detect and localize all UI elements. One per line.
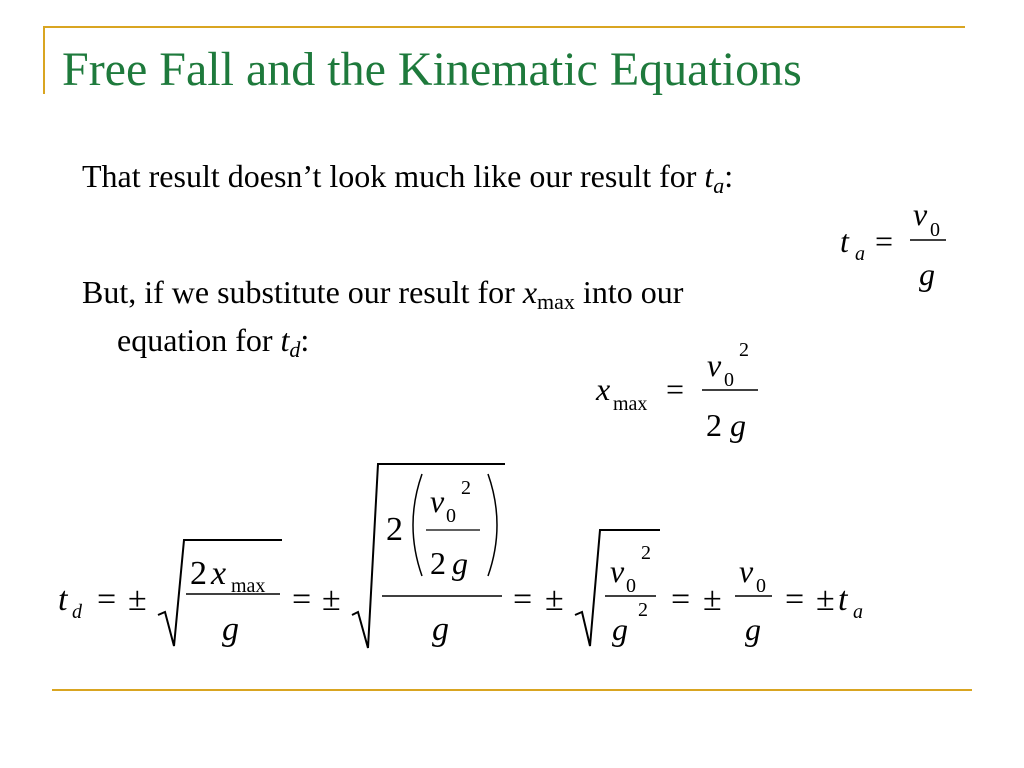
- xmax-num-sub: 0: [724, 369, 734, 391]
- xmax-equals: =: [666, 371, 685, 407]
- text-line-1-end: :: [724, 158, 734, 194]
- equation-ta: [840, 196, 946, 292]
- td-pm-1: ±: [128, 581, 147, 618]
- sqrt3-num-sub: 0: [626, 575, 636, 597]
- text-line-2-var: x: [522, 274, 538, 310]
- text-line-1-body: That result doesn’t look much like our result for: [82, 158, 705, 194]
- ta-lhs: t: [840, 223, 849, 259]
- text-line-3-body: equation for: [117, 322, 281, 358]
- frac4-num: v: [739, 553, 754, 589]
- frac4-num-sub: 0: [756, 575, 766, 597]
- text-line-3-end: :: [300, 322, 310, 358]
- td-lhs: t: [58, 581, 68, 618]
- td-pm-5: ±: [816, 581, 835, 618]
- text-line-2-tail: into our: [574, 274, 684, 310]
- td-equals-3: =: [513, 581, 533, 618]
- xmax-den: g: [730, 407, 746, 443]
- sqrt3-den: g: [612, 611, 628, 647]
- sqrt2-inner-den-coef: 2: [430, 545, 446, 581]
- td-rhs: t: [838, 581, 848, 618]
- xmax-num-sup: 2: [739, 339, 749, 361]
- equation-xmax: [595, 339, 758, 443]
- td-equals-1: =: [97, 581, 117, 618]
- td-rhs-sub: a: [853, 601, 863, 623]
- sqrt2-right-paren: [488, 474, 497, 576]
- footer-rule: [52, 689, 972, 691]
- sqrt1-den: g: [222, 611, 239, 648]
- sqrt2-left-paren: [413, 474, 422, 576]
- text-line-1-sub: a: [713, 173, 725, 198]
- sqrt1-num-sub: max: [231, 575, 266, 597]
- ta-num: v: [913, 196, 928, 232]
- sqrt1-num-coef: 2: [190, 555, 207, 592]
- td-equals-4: =: [671, 581, 691, 618]
- ta-equals: =: [875, 223, 894, 259]
- td-equals-2: =: [292, 581, 312, 618]
- sqrt2-coef: 2: [386, 511, 403, 548]
- slide-title: Free Fall and the Kinematic Equations: [62, 43, 802, 96]
- sqrt2-inner-num: v: [430, 483, 445, 519]
- td-pm-4: ±: [703, 581, 722, 618]
- td-pm-2: ±: [322, 581, 341, 618]
- ta-den: g: [919, 256, 935, 292]
- td-lhs-sub: d: [72, 601, 82, 623]
- sqrt2-den: g: [432, 611, 449, 648]
- equation-td: [58, 464, 863, 648]
- sqrt-2: [352, 464, 505, 648]
- xmax-lhs-sub: max: [613, 393, 648, 415]
- text-line-3-var: t: [280, 322, 290, 358]
- ta-lhs-sub: a: [855, 243, 865, 265]
- text-line-1-var: t: [704, 158, 714, 194]
- sqrt3-den-sup: 2: [638, 599, 648, 621]
- text-line-3-sub: d: [289, 337, 301, 362]
- sqrt3-num-sup: 2: [641, 542, 651, 564]
- ta-num-sub: 0: [930, 219, 940, 241]
- sqrt1-num-var: x: [211, 555, 227, 592]
- td-equals-5: =: [785, 581, 805, 618]
- text-line-2-sub: max: [537, 289, 575, 314]
- xmax-lhs: x: [596, 371, 611, 407]
- xmax-den-coef: 2: [706, 407, 722, 443]
- text-line-2-body: But, if we substitute our result for: [82, 274, 523, 310]
- td-pm-3: ±: [545, 581, 564, 618]
- sqrt2-inner-num-sup: 2: [461, 477, 471, 499]
- sqrt3-num: v: [610, 553, 625, 589]
- frac4-den: g: [745, 611, 761, 647]
- sqrt2-inner-num-sub: 0: [446, 505, 456, 527]
- xmax-num: v: [707, 347, 722, 383]
- sqrt2-inner-den: g: [452, 545, 468, 581]
